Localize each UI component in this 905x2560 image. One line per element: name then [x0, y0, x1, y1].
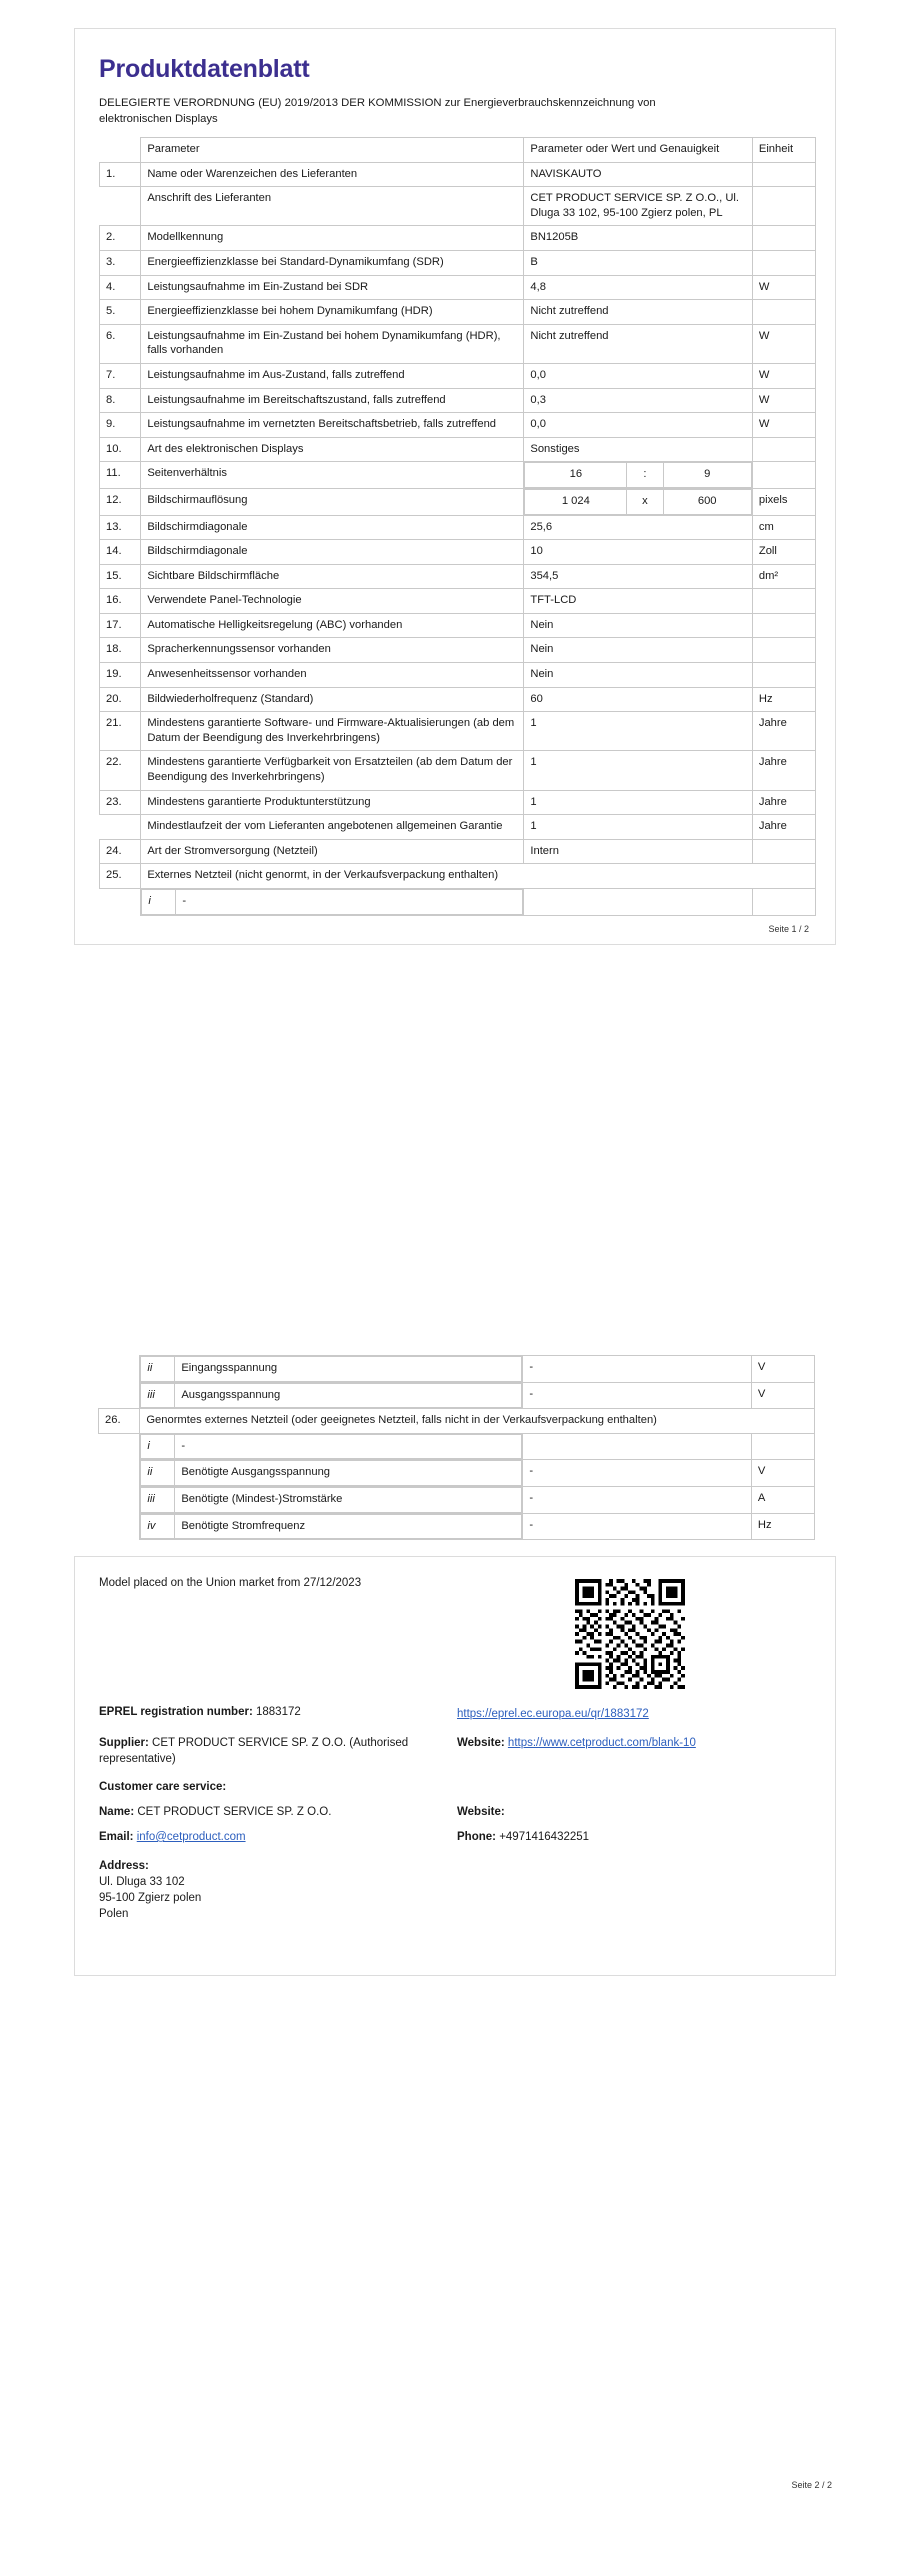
row-num: 25. — [100, 864, 141, 889]
row-value: 0,0 — [524, 363, 753, 388]
table-row — [99, 1356, 815, 1383]
row-value: Nein — [524, 638, 753, 663]
row-parameter: Modellkennung — [141, 226, 524, 251]
datasheet-table — [99, 137, 816, 916]
row-num: 9. — [100, 413, 141, 438]
address-block — [99, 1858, 811, 1922]
address-line-3: Polen — [99, 1908, 129, 1920]
table-row — [100, 324, 816, 363]
row-num: 1. — [100, 162, 141, 187]
row-num: 6. — [100, 324, 141, 363]
page-1-sheet — [74, 28, 836, 945]
row-value: - — [523, 1513, 752, 1540]
row-parameter: Automatische Helligkeitsregelung (ABC) vorhanden — [141, 613, 524, 638]
row-num: 16. — [100, 589, 141, 614]
row-unit — [752, 226, 815, 251]
row-parameter: Genormtes externes Netzteil (oder geeignetes Netzteil, falls nicht in der Verkaufsverpackung enthalten) — [140, 1409, 815, 1434]
row-unit: V — [751, 1356, 814, 1383]
table-row — [100, 663, 816, 688]
sub-parameter: Ausgangsspannung — [175, 1383, 522, 1408]
sub-parameter: Eingangsspannung — [175, 1357, 522, 1382]
row-value — [524, 488, 753, 515]
row-unit — [752, 300, 815, 325]
row-parameter: Leistungsaufnahme im Aus-Zustand, falls zutreffend — [141, 363, 524, 388]
table-row — [99, 1382, 815, 1409]
website-link[interactable]: https://www.cetproduct.com/blank-10 — [507, 1737, 696, 1749]
row-unit: dm² — [752, 564, 815, 589]
resolution-width: 1 024 — [525, 489, 627, 514]
sub-parameter: Benötigte Stromfrequenz — [175, 1514, 522, 1539]
row-value: 1 — [524, 790, 753, 815]
header-num — [100, 138, 141, 163]
table-row — [100, 515, 816, 540]
table-row — [100, 300, 816, 325]
row-parameter-cell — [141, 889, 524, 916]
row-value: - — [523, 1382, 752, 1409]
website-label-2: Website: — [457, 1806, 505, 1818]
sub-parameter: - — [176, 890, 523, 915]
email-label: Email: — [99, 1831, 134, 1843]
row-num: 19. — [100, 663, 141, 688]
table-row — [100, 413, 816, 438]
row-parameter: Mindestens garantierte Produktunterstützung — [141, 790, 524, 815]
row-unit — [752, 663, 815, 688]
table-row — [100, 388, 816, 413]
sub-marker: i — [142, 890, 176, 915]
row-num — [100, 889, 141, 916]
table-row — [100, 540, 816, 565]
table-row — [100, 589, 816, 614]
row-unit: W — [752, 363, 815, 388]
row-parameter: Art der Stromversorgung (Netzteil) — [141, 839, 524, 864]
row-unit: Jahre — [752, 790, 815, 815]
page-1-footer: Seite 1 / 2 — [768, 923, 809, 934]
row-parameter: Energieeffizienzklasse bei hohem Dynamikumfang (HDR) — [141, 300, 524, 325]
row-unit — [752, 589, 815, 614]
row-num: 20. — [100, 687, 141, 712]
row-num: 23. — [100, 790, 141, 815]
row-unit: Jahre — [752, 712, 815, 751]
row-parameter: Leistungsaufnahme im Bereitschaftszustand, falls zutreffend — [141, 388, 524, 413]
header-parameter: Parameter — [141, 138, 524, 163]
row-num: 3. — [100, 250, 141, 275]
aspect-width: 16 — [525, 463, 627, 488]
row-unit: V — [751, 1382, 814, 1409]
sub-marker: iii — [141, 1487, 175, 1512]
row-unit — [752, 889, 815, 916]
eprel-qr-link[interactable]: https://eprel.ec.europa.eu/qr/1883172 — [457, 1708, 649, 1720]
row-unit: Zoll — [752, 540, 815, 565]
row-num: 12. — [100, 488, 141, 515]
row-value: 0,0 — [524, 413, 753, 438]
row-parameter: Mindestlaufzeit der vom Lieferanten angebotenen allgemeinen Garantie — [141, 815, 524, 840]
table-row — [100, 437, 816, 462]
row-unit: pixels — [752, 488, 815, 515]
sub-parameter: Benötigte Ausgangsspannung — [175, 1461, 522, 1486]
row-parameter-cell — [140, 1513, 523, 1540]
datasheet-table-continued — [98, 1355, 815, 1540]
row-value: Sonstiges — [524, 437, 753, 462]
row-num: 24. — [100, 839, 141, 864]
row-parameter: Bildschirmdiagonale — [141, 515, 524, 540]
phone-value: +4971416432251 — [499, 1831, 590, 1843]
row-num: 11. — [100, 462, 141, 489]
sub-marker: ii — [141, 1357, 175, 1382]
table-row — [100, 687, 816, 712]
row-parameter: Anwesenheitssensor vorhanden — [141, 663, 524, 688]
row-num: 5. — [100, 300, 141, 325]
row-num — [100, 815, 141, 840]
row-parameter: Leistungsaufnahme im vernetzten Bereitschaftsbetrieb, falls zutreffend — [141, 413, 524, 438]
row-value: 354,5 — [524, 564, 753, 589]
row-num: 26. — [99, 1409, 140, 1434]
table-row — [99, 1513, 815, 1540]
table-row — [100, 613, 816, 638]
table-row — [100, 275, 816, 300]
table-row — [100, 564, 816, 589]
website-info — [457, 1735, 787, 1751]
phone-label: Phone: — [457, 1831, 496, 1843]
row-value: - — [523, 1356, 752, 1383]
row-value — [524, 889, 753, 916]
address-line-1: Ul. Dluga 33 102 — [99, 1876, 185, 1888]
table-header-row — [100, 138, 816, 163]
row-num — [100, 187, 141, 226]
qr-code-image — [575, 1579, 685, 1689]
row-num: 8. — [100, 388, 141, 413]
row-num: 7. — [100, 363, 141, 388]
care-phone — [457, 1829, 787, 1846]
supplier-value: CET PRODUCT SERVICE SP. Z O.O. (Authorised representative) — [99, 1737, 409, 1765]
row-num — [99, 1460, 140, 1487]
sub-marker: ii — [141, 1461, 175, 1486]
row-value: 1 — [524, 751, 753, 790]
row-parameter: Energieeffizienzklasse bei Standard-Dynamikumfang (SDR) — [141, 250, 524, 275]
name-label: Name: — [99, 1806, 135, 1818]
row-parameter: Sichtbare Bildschirmfläche — [141, 564, 524, 589]
row-parameter-cell — [140, 1433, 523, 1460]
row-unit: Hz — [751, 1513, 814, 1540]
row-unit — [752, 613, 815, 638]
row-num — [99, 1433, 140, 1460]
row-unit: Jahre — [752, 751, 815, 790]
sub-parameter: - — [175, 1434, 522, 1459]
email-link[interactable]: info@cetproduct.com — [136, 1831, 246, 1843]
row-num: 14. — [100, 540, 141, 565]
row-value: - — [523, 1460, 752, 1487]
row-parameter-cell — [140, 1382, 523, 1409]
row-parameter: Verwendete Panel-Technologie — [141, 589, 524, 614]
header-unit: Einheit — [752, 138, 815, 163]
row-parameter: Mindestens garantierte Verfügbarkeit von Ersatzteilen (ab dem Datum der Beendigung des Inverkehrbringens) — [141, 751, 524, 790]
resolution-separator: x — [627, 489, 663, 514]
row-num — [99, 1356, 140, 1383]
row-parameter: Anschrift des Lieferanten — [141, 187, 524, 226]
row-value: NAVISKAUTO — [524, 162, 753, 187]
row-unit — [752, 638, 815, 663]
row-parameter: Bildschirmdiagonale — [141, 540, 524, 565]
table-row — [100, 250, 816, 275]
table-row — [100, 839, 816, 864]
table-row — [99, 1433, 815, 1460]
table-row — [100, 751, 816, 790]
row-value: 10 — [524, 540, 753, 565]
row-num: 4. — [100, 275, 141, 300]
row-num — [99, 1513, 140, 1540]
row-value: CET PRODUCT SERVICE SP. Z O.O., Ul. Dluga 33 102, 95-100 Zgierz polen, PL — [524, 187, 753, 226]
row-value: 1 — [524, 815, 753, 840]
row-parameter-cell — [140, 1460, 523, 1487]
table-row-25-sub-i — [100, 889, 816, 916]
name-row — [99, 1804, 811, 1821]
row-parameter: Leistungsaufnahme im Ein-Zustand bei SDR — [141, 275, 524, 300]
care-website — [457, 1804, 787, 1821]
row-num — [99, 1382, 140, 1409]
qr-code — [575, 1579, 685, 1689]
row-value — [524, 462, 753, 489]
table-row — [100, 187, 816, 226]
row-unit — [752, 839, 815, 864]
row-parameter: Bildwiederholfrequenz (Standard) — [141, 687, 524, 712]
resolution-height: 600 — [663, 489, 751, 514]
row-value: TFT-LCD — [524, 589, 753, 614]
care-email — [99, 1829, 457, 1846]
row-value: Intern — [524, 839, 753, 864]
table-row — [100, 790, 816, 815]
row-unit — [752, 187, 815, 226]
address-label: Address: — [99, 1860, 149, 1872]
supplier-info — [99, 1735, 457, 1767]
email-row — [99, 1829, 811, 1846]
sub-marker: iv — [141, 1514, 175, 1539]
row-value: 25,6 — [524, 515, 753, 540]
row-num: 2. — [100, 226, 141, 251]
row-parameter-cell — [140, 1486, 523, 1513]
sub-parameter: Benötigte (Mindest-)Stromstärke — [175, 1487, 522, 1512]
market-date: Model placed on the Union market from 27/12/2023 — [99, 1577, 362, 1589]
website-label: Website: — [457, 1737, 505, 1749]
supplier-info-box — [74, 1556, 836, 1976]
table-row-aspect-ratio — [100, 462, 816, 489]
row-value: Nein — [524, 663, 753, 688]
eprel-registration — [99, 1704, 457, 1721]
row-parameter: Spracherkennungssensor vorhanden — [141, 638, 524, 663]
row-parameter: Mindestens garantierte Software- und Firmware-Aktualisierungen (ab dem Datum der Beendigung des Inverkehrbringens) — [141, 712, 524, 751]
row-num: 21. — [100, 712, 141, 751]
row-unit — [752, 250, 815, 275]
sub-marker: i — [141, 1434, 175, 1459]
table-row-resolution — [100, 488, 816, 515]
row-value: 0,3 — [524, 388, 753, 413]
row-value — [523, 1433, 752, 1460]
name-value: CET PRODUCT SERVICE SP. Z O.O. — [137, 1806, 332, 1818]
table-row-26 — [99, 1409, 815, 1434]
page-2-footer: Seite 2 / 2 — [791, 2480, 832, 2490]
table-row — [100, 638, 816, 663]
row-value: BN1205B — [524, 226, 753, 251]
supplier-row — [99, 1735, 811, 1767]
row-parameter: Name oder Warenzeichen des Lieferanten — [141, 162, 524, 187]
header-value: Parameter oder Wert und Genauigkeit — [524, 138, 753, 163]
table-row — [100, 162, 816, 187]
page-2-table-section — [74, 1355, 836, 1540]
row-parameter-cell — [140, 1356, 523, 1383]
row-unit: Jahre — [752, 815, 815, 840]
eprel-label: EPREL registration number: — [99, 1706, 253, 1718]
row-num: 10. — [100, 437, 141, 462]
row-value: Nicht zutreffend — [524, 300, 753, 325]
row-num: 13. — [100, 515, 141, 540]
row-num: 17. — [100, 613, 141, 638]
sub-marker: iii — [141, 1383, 175, 1408]
row-parameter: Seitenverhältnis — [141, 462, 524, 489]
eprel-value: 1883172 — [256, 1706, 301, 1718]
row-unit — [751, 1433, 814, 1460]
row-num: 15. — [100, 564, 141, 589]
care-name — [99, 1804, 457, 1821]
table-row — [100, 712, 816, 751]
row-value: 60 — [524, 687, 753, 712]
customer-care-label: Customer care service: — [99, 1781, 227, 1793]
row-parameter: Externes Netzteil (nicht genormt, in der Verkaufsverpackung enthalten) — [141, 864, 816, 889]
row-value: B — [524, 250, 753, 275]
row-value: - — [523, 1486, 752, 1513]
row-unit: W — [752, 275, 815, 300]
eprel-row — [99, 1704, 811, 1723]
row-num: 22. — [100, 751, 141, 790]
row-unit: W — [752, 324, 815, 363]
row-parameter: Bildschirmauflösung — [141, 488, 524, 515]
address-line-2: 95-100 Zgierz polen — [99, 1892, 202, 1904]
aspect-height: 9 — [663, 463, 751, 488]
table-row — [99, 1460, 815, 1487]
row-value: Nicht zutreffend — [524, 324, 753, 363]
row-unit: cm — [752, 515, 815, 540]
row-value: 1 — [524, 712, 753, 751]
regulation-subtitle: DELEGIERTE VERORDNUNG (EU) 2019/2013 DER KOMMISSION zur Energieverbrauchskennzeichnung von elektronischen Displays — [99, 97, 656, 125]
table-row-25 — [100, 864, 816, 889]
row-unit: W — [752, 413, 815, 438]
table-row — [100, 363, 816, 388]
row-parameter: Art des elektronischen Displays — [141, 437, 524, 462]
table-row — [100, 815, 816, 840]
row-unit: W — [752, 388, 815, 413]
row-value: 4,8 — [524, 275, 753, 300]
row-unit — [752, 462, 815, 489]
row-unit — [752, 437, 815, 462]
table-row — [100, 226, 816, 251]
table-row — [99, 1486, 815, 1513]
row-unit: Hz — [752, 687, 815, 712]
row-value: Nein — [524, 613, 753, 638]
row-unit: A — [751, 1486, 814, 1513]
row-num — [99, 1486, 140, 1513]
row-parameter: Leistungsaufnahme im Ein-Zustand bei hohem Dynamikumfang (HDR), falls vorhanden — [141, 324, 524, 363]
row-unit — [752, 162, 815, 187]
page-title: Produktdatenblatt — [99, 55, 310, 83]
row-unit: V — [751, 1460, 814, 1487]
aspect-separator: : — [627, 463, 663, 488]
supplier-label: Supplier: — [99, 1737, 149, 1749]
row-num: 18. — [100, 638, 141, 663]
